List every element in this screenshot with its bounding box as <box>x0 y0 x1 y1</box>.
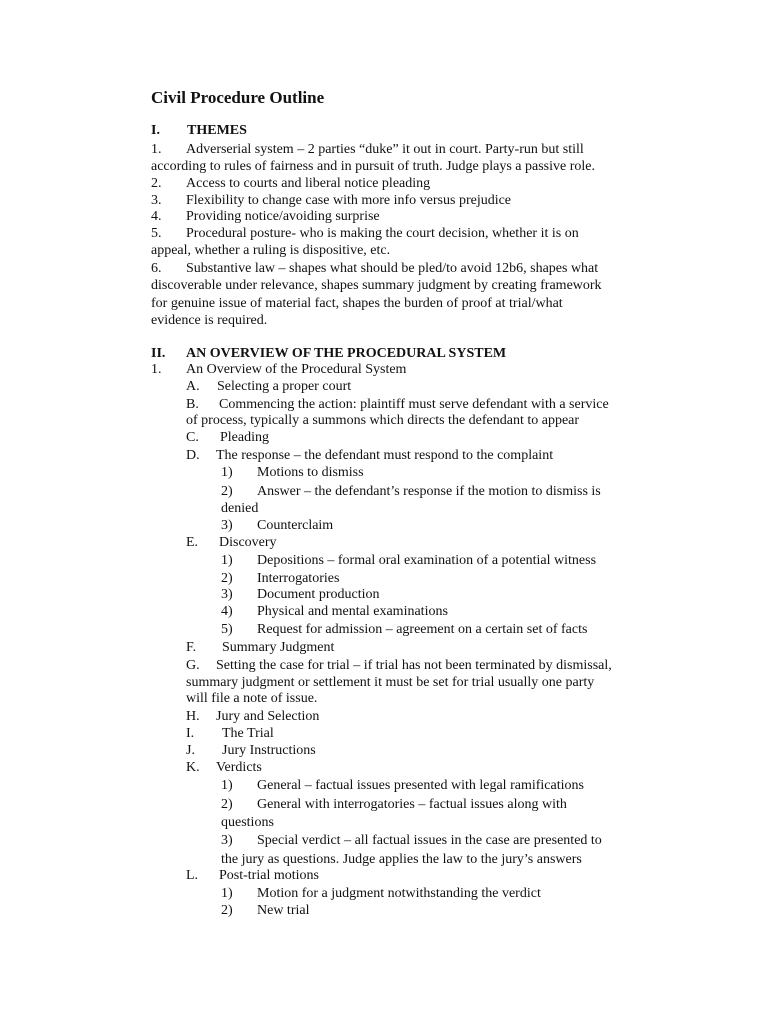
sub-item: 1) General – factual issues presented with legal ramifications <box>221 778 584 793</box>
list-item: 6. Substantive law – shapes what should be pled/to avoid 12b6, shapes what <box>151 261 599 276</box>
sub-item-continuation: denied <box>221 501 259 516</box>
sub-item: 1) Motions to dismiss <box>221 465 364 480</box>
sub-item: 3) Document production <box>221 587 380 602</box>
list-item: 4. Providing notice/avoiding surprise <box>151 209 380 224</box>
sub-item: 3) Counterclaim <box>221 518 334 533</box>
outline-item-b: B. Commencing the action: plaintiff must serve defendant with a service <box>186 397 609 412</box>
outline-item-e: E. Discovery <box>186 535 277 550</box>
sub-item: 1) Depositions – formal oral examination of a potential witness <box>221 553 597 568</box>
outline-item-k: K. Verdicts <box>186 760 262 775</box>
outline-item-c: C. Pleading <box>186 430 269 445</box>
list-item: 2. Access to courts and liberal notice pleading <box>151 176 431 191</box>
document-title: Civil Procedure Outline <box>151 88 325 107</box>
sub-item-continuation: questions <box>221 815 274 830</box>
outline-item-i: I. The Trial <box>186 726 274 741</box>
sub-item: 2) Answer – the defendant’s response if the motion to dismiss is <box>221 484 601 499</box>
list-item-continuation: appeal, whether a ruling is dispositive, etc. <box>151 243 391 258</box>
list-item: 3. Flexibility to change case with more info versus prejudice <box>151 193 512 208</box>
sub-item: 4) Physical and mental examinations <box>221 604 448 619</box>
outline-item-continuation: of process, typically a summons which directs the defendant to appear <box>186 413 580 428</box>
outline-item-f: F. Summary Judgment <box>186 640 335 655</box>
sub-item: 5) Request for admission – agreement on a certain set of facts <box>221 622 588 637</box>
sub-item: 2) General with interrogatories – factual issues along with <box>221 797 567 812</box>
sub-item: 1) Motion for a judgment notwithstanding the verdict <box>221 886 541 901</box>
section-number: I. <box>151 123 160 138</box>
section-title: AN OVERVIEW OF THE PROCEDURAL SYSTEM <box>186 346 507 361</box>
list-item-continuation: according to rules of fairness and in pursuit of truth. Judge plays a passive role. <box>151 159 596 174</box>
sub-item: 3) Special verdict – all factual issues in the case are presented to <box>221 833 602 848</box>
section-number: II. <box>151 346 166 361</box>
outline-item-continuation: will file a note of issue. <box>186 691 318 706</box>
sub-item-continuation: the jury as questions. Judge applies the law to the jury’s answers <box>221 852 582 867</box>
sub-item: 2) New trial <box>221 903 310 918</box>
outline-item-h: H. Jury and Selection <box>186 709 320 724</box>
section-title: THEMES <box>187 123 247 138</box>
list-item: 1. Adverserial system – 2 parties “duke” it out in court. Party-run but still <box>151 142 584 157</box>
section-1-heading <box>151 122 247 139</box>
sub-item: 2) Interrogatories <box>221 571 340 586</box>
outline-item-l: L. Post-trial motions <box>186 868 319 883</box>
list-item: 5. Procedural posture- who is making the court decision, whether it is on <box>151 226 579 241</box>
list-item-continuation: evidence is required. <box>151 313 268 328</box>
outline-item-d: D. The response – the defendant must respond to the complaint <box>186 448 554 463</box>
list-item: 1. An Overview of the Procedural System <box>151 362 407 377</box>
outline-item-g: G. Setting the case for trial – if trial has not been terminated by dismissal, <box>186 658 612 673</box>
outline-item-j: J. Jury Instructions <box>186 743 316 758</box>
section-2-heading <box>151 345 507 362</box>
list-item-continuation: discoverable under relevance, shapes summary judgment by creating framework <box>151 278 602 293</box>
outline-item-a: A. Selecting a proper court <box>186 379 352 394</box>
list-item-continuation: for genuine issue of material fact, shapes the burden of proof at trial/what <box>151 296 563 311</box>
outline-item-continuation: summary judgment or settlement it must be set for trial usually one party <box>186 675 595 690</box>
